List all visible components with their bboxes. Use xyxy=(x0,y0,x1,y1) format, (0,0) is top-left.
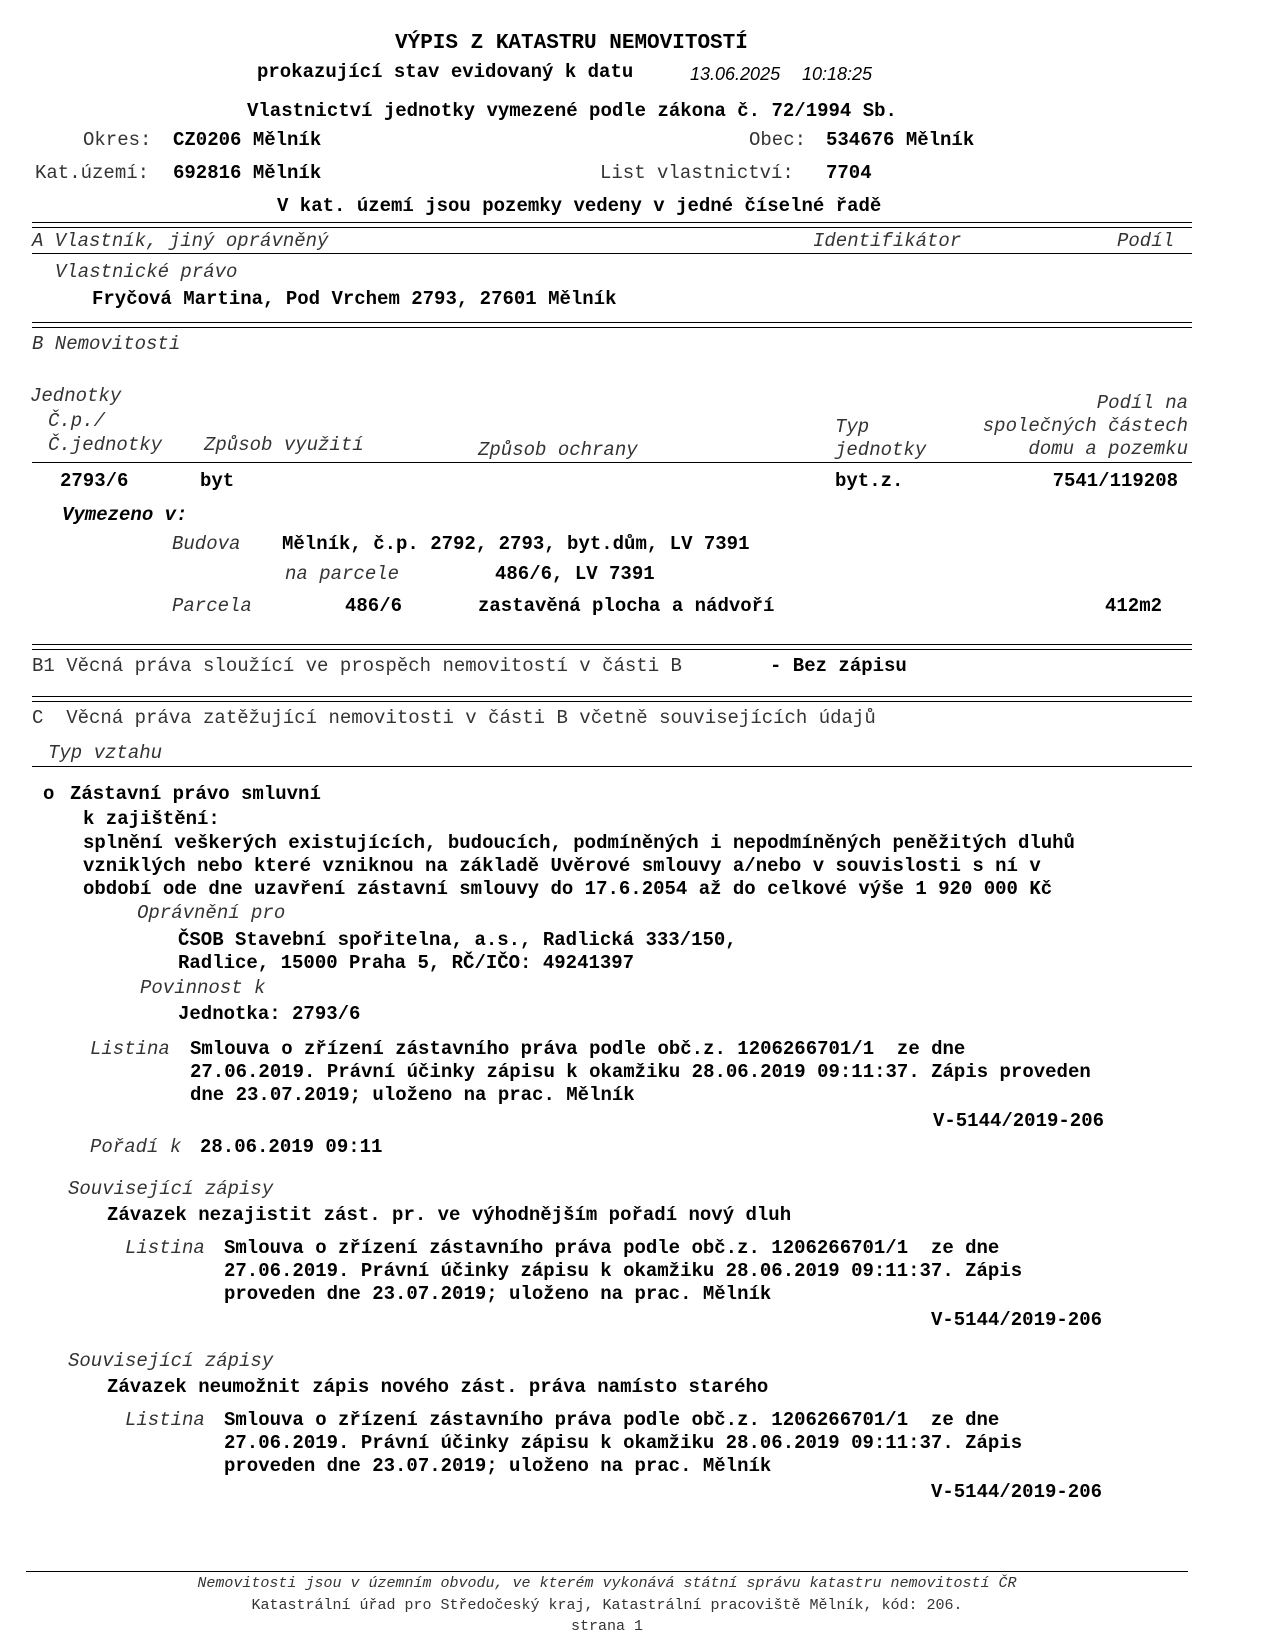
section-b-title: B Nemovitosti xyxy=(32,333,181,355)
document-title: VÝPIS Z KATASTRU NEMOVITOSTÍ xyxy=(395,32,748,55)
listina-line: Smlouva o zřízení zástavního práva podle obč.z. 1206266701/1 ze dne xyxy=(190,1038,966,1060)
listina-ref: V-5144/2019-206 xyxy=(932,1110,1104,1132)
obec-value: 534676 Mělník xyxy=(826,129,975,151)
katuzemi-value: 692816 Mělník xyxy=(173,162,322,184)
lv-value: 7704 xyxy=(826,162,872,184)
section-b1-title: B1 Věcná práva sloužící ve prospěch nemovitostí v části B xyxy=(32,655,682,677)
duty-value: Jednotka: 2793/6 xyxy=(178,1003,361,1025)
related-title: Závazek neumožnit zápis nového zást. práva namísto starého xyxy=(107,1376,769,1398)
divider xyxy=(32,696,1192,697)
col-share-2: společných částech xyxy=(982,415,1188,437)
divider xyxy=(32,766,1192,767)
building-label: Budova xyxy=(172,533,241,555)
duty-label: Povinnost k xyxy=(140,977,266,999)
extract-date: 13.06.2025 xyxy=(690,64,781,84)
document-subtitle: prokazující stav evidovaný k datu xyxy=(257,61,634,83)
listina-label: Listina xyxy=(90,1038,170,1060)
secure-text: období ode dne uzavření zástavní smlouvy do 17.6.2054 až do celkové výše 1 920 000 Kč xyxy=(83,878,1053,900)
entitled-line: Radlice, 15000 Praha 5, RČ/IČO: 49241397 xyxy=(178,952,635,974)
col-share-3: domu a pozemku xyxy=(1028,438,1188,460)
order-label: Pořadí k xyxy=(90,1136,182,1158)
related-listina-label: Listina xyxy=(125,1237,205,1259)
divider xyxy=(32,701,1192,702)
related-ref: V-5144/2019-206 xyxy=(930,1481,1102,1503)
related-listina-line: proveden dne 23.07.2019; uloženo na prac. Mělník xyxy=(224,1455,772,1477)
related-listina-label: Listina xyxy=(125,1409,205,1431)
right-type: Vlastnické právo xyxy=(55,261,238,283)
col-type-1: Typ xyxy=(835,416,870,438)
entitled-line: ČSOB Stavební spořitelna, a.s., Radlická 333/150, xyxy=(178,929,737,951)
page-number: strana 1 xyxy=(570,1618,643,1635)
footer-divider xyxy=(26,1571,1188,1572)
order-value: 28.06.2019 09:11 xyxy=(200,1136,383,1158)
bullet: o xyxy=(43,783,55,805)
section-b1-status: - Bez zápisu xyxy=(770,655,907,677)
divider xyxy=(32,253,1192,254)
divider xyxy=(32,227,1192,228)
parcel-number: 486/6 xyxy=(345,595,403,617)
footer-line: Nemovitosti jsou v územním obvodu, ve kterém vykonává státní správu katastru nemovitostí ČR xyxy=(197,1575,1017,1592)
related-ref: V-5144/2019-206 xyxy=(930,1309,1102,1331)
obec-label: Obec: xyxy=(749,129,807,151)
on-parcel-value: 486/6, LV 7391 xyxy=(495,563,655,585)
unit-type: byt.z. xyxy=(835,470,904,492)
col-share-1: Podíl na xyxy=(1096,392,1188,414)
related-label: Související zápisy xyxy=(68,1350,274,1372)
law-line: Vlastnictví jednotky vymezené podle zákona č. 72/1994 Sb. xyxy=(247,100,897,122)
lv-label: List vlastnictví: xyxy=(600,162,794,184)
col-protection: Způsob ochrany xyxy=(478,439,638,461)
col-cp-1: Č.p./ xyxy=(48,410,106,432)
divider xyxy=(32,222,1192,223)
secure-text: vzniklých nebo které vzniknou na základě Uvěrové smlouvy a/nebo v souvislosti s ní v xyxy=(83,855,1041,877)
katuzemi-label: Kat.území: xyxy=(35,162,150,184)
section-a-col-identifier: Identifikátor xyxy=(813,230,962,252)
listina-line: dne 23.07.2019; uloženo na prac. Mělník xyxy=(190,1084,635,1106)
parcel-label: Parcela xyxy=(172,595,252,617)
related-label: Související zápisy xyxy=(68,1178,274,1200)
col-cp-2: Č.jednotky xyxy=(48,434,163,456)
related-listina-line: 27.06.2019. Právní účinky zápisu k okamžiku 28.06.2019 09:11:37. Zápis xyxy=(224,1432,1023,1454)
okres-label: Okres: xyxy=(83,129,152,151)
secure-label: k zajištění: xyxy=(83,808,220,830)
okres-value: CZ0206 Mělník xyxy=(173,129,322,151)
extract-time: 10:18:25 xyxy=(802,64,873,84)
secure-text: splnění veškerých existujících, budoucích, podmíněných i nepodmíněných peněžitých dluhů xyxy=(83,832,1075,854)
unit-use: byt xyxy=(200,470,235,492)
footer-line: Katastrální úřad pro Středočeský kraj, Katastrální pracoviště Mělník, kód: 206. xyxy=(251,1597,963,1614)
divider xyxy=(32,327,1192,328)
right-name: Zástavní právo smluvní xyxy=(70,783,321,805)
listina-line: 27.06.2019. Právní účinky zápisu k okamžiku 28.06.2019 09:11:37. Zápis proveden xyxy=(190,1061,1091,1083)
related-listina-line: 27.06.2019. Právní účinky zápisu k okamžiku 28.06.2019 09:11:37. Zápis xyxy=(224,1260,1023,1282)
col-type-2: jednotky xyxy=(835,439,927,461)
section-c-col-type: Typ vztahu xyxy=(48,742,163,764)
related-title: Závazek nezajistit zást. pr. ve výhodnějším pořadí nový dluh xyxy=(107,1204,792,1226)
related-listina-line: Smlouva o zřízení zástavního práva podle obč.z. 1206266701/1 ze dne xyxy=(224,1237,1000,1259)
section-a-title: A Vlastník, jiný oprávněný xyxy=(32,230,329,252)
unit-number: 2793/6 xyxy=(60,470,129,492)
divider xyxy=(32,644,1192,645)
unit-share: 7541/119208 xyxy=(1052,470,1178,492)
divider xyxy=(32,462,1192,463)
parcel-area: 412m2 xyxy=(1104,595,1162,617)
parcel-type: zastavěná plocha a nádvoří xyxy=(478,595,775,617)
defined-in-label: Vymezeno v: xyxy=(62,504,188,526)
divider xyxy=(32,322,1192,323)
building-value: Mělník, č.p. 2792, 2793, byt.dům, LV 7391 xyxy=(282,533,750,555)
col-use: Způsob využití xyxy=(204,434,364,456)
on-parcel-label: na parcele xyxy=(285,563,400,585)
section-c-title: C Věcná práva zatěžující nemovitosti v části B včetně souvisejících údajů xyxy=(32,707,876,729)
divider xyxy=(32,649,1192,650)
section-a-col-share: Podíl xyxy=(1117,230,1175,252)
units-label: Jednotky xyxy=(30,385,122,407)
entitled-label: Oprávnění pro xyxy=(137,902,286,924)
related-listina-line: proveden dne 23.07.2019; uloženo na prac. Mělník xyxy=(224,1283,772,1305)
related-listina-line: Smlouva o zřízení zástavního práva podle obč.z. 1206266701/1 ze dne xyxy=(224,1409,1000,1431)
owner: Fryčová Martina, Pod Vrchem 2793, 27601 Mělník xyxy=(92,288,617,310)
series-line: V kat. území jsou pozemky vedeny v jedné číselné řadě xyxy=(277,195,882,217)
